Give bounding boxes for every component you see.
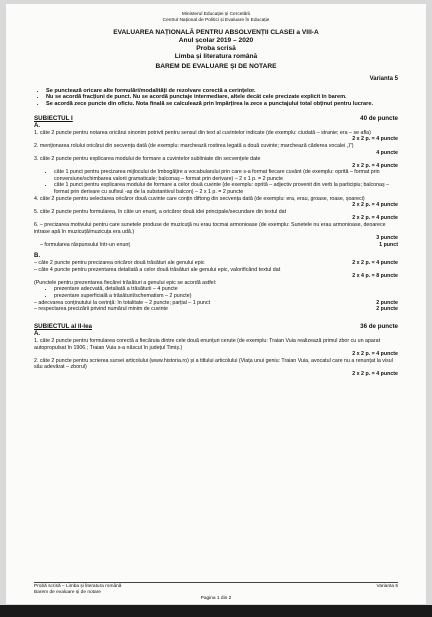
page-content xyxy=(34,12,398,378)
item-6-score: 3 puncte xyxy=(376,235,398,242)
school-year: Anul școlar 2019 – 2020 xyxy=(178,36,254,44)
rule-item: • Nu se acordă fracțiuni de punct. Nu se acordă punctaje intermediare, altele decât cele precizate explicit în barem. xyxy=(46,94,398,101)
item-text: 1. câte 2 puncte pentru formularea corectă a fiecăruia dintre cele două enunțuri cerute (de exemplu: Traian Vuia realizează primul zbor cu un aparat autopropulsat în 1906.; Traian Vuia s-a născut în județul Timiș.) xyxy=(34,337,381,351)
part-b-criterion-1 xyxy=(34,260,398,267)
footer-variant: Varianta 5 xyxy=(376,584,398,589)
item-3-text: 3. câte 2 puncte pentru explicarea modului de formare a cuvintelor subliniate din secvențele date xyxy=(34,156,261,163)
barem-title: BAREM DE EVALUARE ȘI DE NOTARE xyxy=(155,63,277,71)
item-1 xyxy=(34,130,398,143)
item-5-score: 2 x 2 p. = 4 puncte xyxy=(352,215,398,222)
note-item: • prezentare adecvată, detaliată a trăsăturii – 4 puncte xyxy=(54,286,398,293)
item-4-score: 2 x 2 p. = 4 puncte xyxy=(352,202,398,209)
page-number: Pagina 1 din 2 xyxy=(200,596,232,601)
footer-exam: Probă scrisă – Limba și literatura română xyxy=(34,584,122,589)
item-score: 2 x 2 p. = 4 puncte xyxy=(352,370,398,377)
item-1-score: 2 x 2 p. = 4 puncte xyxy=(352,136,398,143)
viewer-bottom-strip xyxy=(0,605,432,617)
item-2-text: 2. menționarea rolului oricărui din secvența dată (de exemplu: marchează rostirea legată a două cuvinte; marchează căderea vocalei „î”) xyxy=(34,142,354,149)
criterion-score: 2 x 4 p. = 8 puncte xyxy=(352,273,398,280)
criterion-text: – respectarea precizării privind numărul minim de cuvinte xyxy=(34,306,168,313)
rule-item: • Se punctează oricare alte formulări/modalități de rezolvare corectă a cerințelor. xyxy=(46,88,398,95)
item-3-score: 2 x 2 p. = 4 puncte xyxy=(352,162,398,169)
criterion-item: • câte 1 punct pentru precizarea mijlocului de îmbogățire a vocabularului prin care s-a format fiecare cuvânt (de exemplu: oprită – format prin conversiune/schimbarea valorii gramaticale; balconaș – format prin derivare) – 2 x 1 p. = 2 puncte xyxy=(54,169,398,182)
footer-barem: Barem de evaluare și de notare xyxy=(34,589,101,595)
page-footer xyxy=(34,582,398,595)
part-b-note: (Punctele pentru prezentarea fiecărei trăsături a genului epic se acordă astfel: xyxy=(34,279,217,286)
item-6-text-2: – formularea răspunsului într-un enunț xyxy=(40,241,130,248)
criterion-score: 2 puncte xyxy=(376,299,398,306)
rule-item: • Se acordă zece puncte din oficiu. Nota finală se calculează prin împărțirea la zece a punctajului total obținut pentru lucrare. xyxy=(46,101,398,108)
section-1-points: 40 de puncte xyxy=(360,114,398,122)
document-page xyxy=(6,4,426,604)
item-6 xyxy=(34,222,398,248)
part-b-criterion-2 xyxy=(34,267,398,280)
subject-name: Limba și literatura română xyxy=(174,52,258,60)
item-5 xyxy=(34,209,398,222)
criterion-score: 2 x 2 p. = 4 puncte xyxy=(352,260,398,267)
center-name: Centrul Național de Politici și Evaluare în Educație xyxy=(162,17,270,23)
part-b-note-list xyxy=(34,286,398,299)
item-4-text: 4. câte 2 puncte pentru selectarea oricăror două cuvinte care conțin diftong din secvența dată (de exemplu: era, erau, groase, roase, șoareci) xyxy=(34,195,365,202)
part-b-label: B. xyxy=(34,253,40,260)
part-b-criterion-4 xyxy=(34,306,398,313)
item-text: 2. câte 2 puncte pentru scrierea sursei articolului (www.historia.ro) și a titlului articolului (Viața unui geniu: Traian Vuia, avocatul care nu a renunțat la visul său adevărat – zborul) xyxy=(34,357,393,371)
criterion-text: – adecvarea conținutului la cerință: în totalitate – 2 puncte; parțial – 1 punct xyxy=(34,299,211,306)
part-a-label: A. xyxy=(34,123,40,130)
section-2-part-a-label: A. xyxy=(34,331,40,338)
item-6-score-2: 1 punct xyxy=(379,241,398,248)
item-6-text: 6. – precizarea motivului pentru care sunetele produse de muzicuță nu erau tocmai armonioase (de exemplu: Sunetele nu erau armonioase, deoarece intrase apă în muzicuță/muzicuța era udă.) xyxy=(34,222,386,235)
criterion-item: • câte 1 punct pentru explicarea modului de formare a celor două cuvinte (de exemplu: oprită – adjectiv provenit din verb la participiu; balconaș – format prin derivare cu sufixul -aș de la substantivul balcon) – 2 x 1 p. = 2 puncte xyxy=(54,182,398,195)
exam-type: Proba scrisă xyxy=(196,44,236,52)
section-2-item-2 xyxy=(34,358,398,378)
section-1-header xyxy=(34,116,398,123)
variant-label: Varianta 5 xyxy=(369,76,398,83)
section-2-item-1 xyxy=(34,338,398,358)
part-b-criterion-3 xyxy=(34,300,398,307)
item-2 xyxy=(34,143,398,156)
criterion-text: – câte 2 puncte pentru precizarea oricăror două trăsături ale genului epic xyxy=(34,260,205,267)
item-3-criteria xyxy=(34,169,398,195)
section-1-name: SUBIECTUL I xyxy=(34,114,73,122)
item-4 xyxy=(34,196,398,209)
note-item: • prezentare superficială a trăsăturii/schematism – 2 puncte) xyxy=(54,293,398,300)
exam-title: EVALUAREA NAȚIONALĂ PENTRU ABSOLVENȚII CLASEI a VIII-A xyxy=(113,29,319,37)
section-2-points: 36 de puncte xyxy=(360,322,398,330)
item-5-text: 5. câte 2 puncte pentru formularea, în câte un enunț, a oricăror două idei principale/secundare din textul dat xyxy=(34,208,287,215)
item-6-part-2 xyxy=(34,242,398,249)
item-3 xyxy=(34,156,398,196)
ministry-name: Ministerul Educației și Cercetării xyxy=(181,12,251,17)
section-2-name: SUBIECTUL al II-lea xyxy=(34,322,92,330)
item-2-score: 4 puncte xyxy=(376,149,398,156)
criterion-score: 2 puncte xyxy=(376,306,398,313)
section-2-header xyxy=(34,324,398,331)
item-1-text: 1. câte 2 puncte pentru notarea oricărui sinonim potrivit pentru sensul din text al cuvintelor indicate (de exemplu: ciudată – stranie; era – se afla) xyxy=(34,129,371,136)
general-rules xyxy=(34,88,398,108)
item-score: 2 x 2 p. = 4 puncte xyxy=(352,351,398,358)
criterion-text: – câte 4 puncte pentru prezentarea detaliată a celor două trăsături ale genului epic, valorificând textul dat xyxy=(34,266,281,273)
